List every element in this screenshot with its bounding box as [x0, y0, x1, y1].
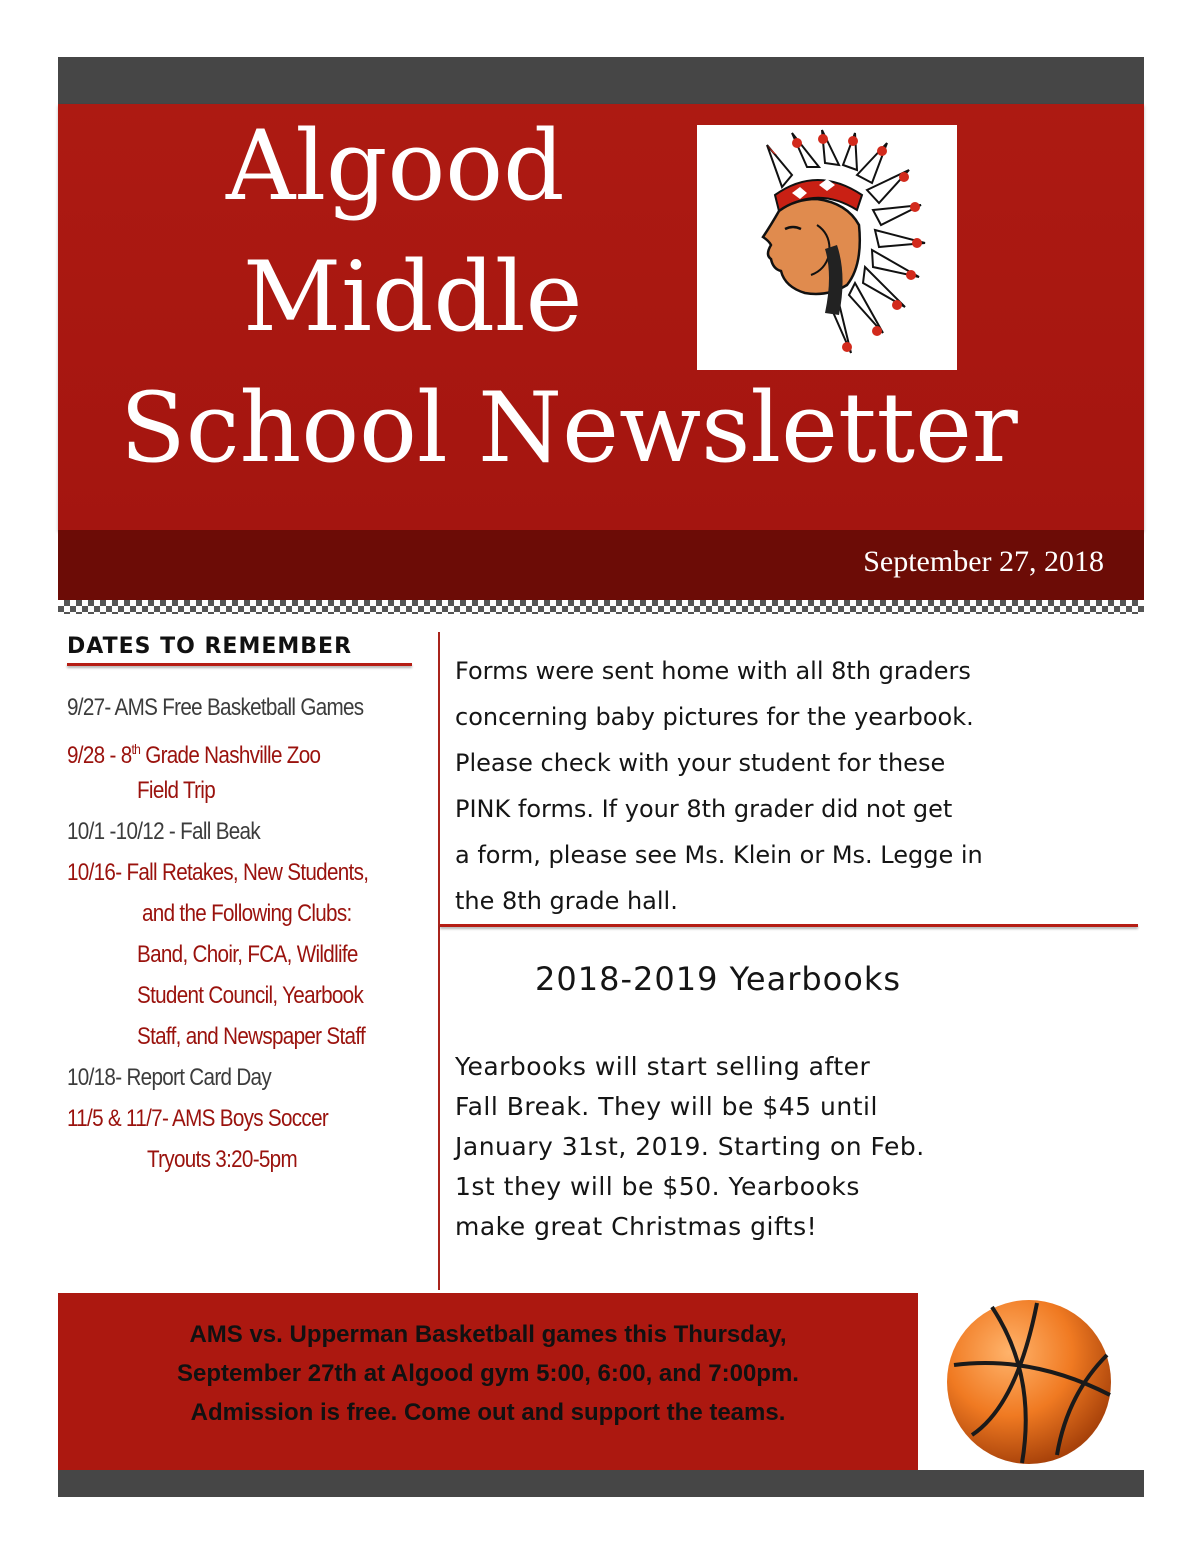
basketball-announcement: [70, 1315, 906, 1432]
forms-notice-line: Forms were sent home with all 8th graders: [455, 657, 971, 685]
issue-date: September 27, 2018: [863, 545, 1104, 578]
dates-heading-underline: [67, 663, 412, 666]
date-item: Band, Choir, FCA, Wildlife: [137, 941, 358, 968]
newsletter-title-line2: Middle: [243, 241, 583, 353]
yearbook-notice-line: 1st they will be $50. Yearbooks: [455, 1172, 860, 1201]
newsletter-title-line1: Algood: [226, 110, 565, 222]
top-bar: [58, 57, 1144, 104]
date-item: 9/27- AMS Free Basketball Games: [67, 694, 364, 721]
yearbook-notice-line: Yearbooks will start selling after: [455, 1052, 871, 1081]
bottom-bar: [58, 1470, 1144, 1497]
date-item: and the Following Clubs:: [142, 900, 352, 927]
forms-notice-line: the 8th grade hall.: [455, 887, 678, 915]
checkered-divider: [58, 600, 1144, 614]
date-item: 11/5 & 11/7- AMS Boys Soccer: [67, 1105, 329, 1132]
newsletter-title-line3: School Newsletter: [120, 372, 1018, 484]
column-divider: [438, 632, 440, 1290]
date-item: 10/18- Report Card Day: [67, 1064, 271, 1091]
date-item: Staff, and Newspaper Staff: [137, 1023, 366, 1050]
forms-notice-line: PINK forms. If your 8th grader did not get: [455, 795, 953, 823]
forms-notice-line: Please check with your student for these: [455, 749, 946, 777]
forms-notice-line: a form, please see Ms. Klein or Ms. Legge in: [455, 841, 983, 869]
yearbook-heading: 2018-2019 Yearbooks: [535, 960, 902, 998]
announcement-line: September 27th at Algood gym 5:00, 6:00, and 7:00pm.: [177, 1360, 799, 1387]
dates-heading: DATES TO REMEMBER: [67, 634, 353, 659]
forms-notice: [455, 648, 1135, 924]
date-item: Student Council, Yearbook: [137, 982, 364, 1009]
section-divider: [440, 924, 1138, 927]
yearbook-notice-line: Fall Break. They will be $45 until: [455, 1092, 878, 1121]
basketball-icon: [942, 1295, 1117, 1475]
yearbook-notice-line: January 31st, 2019. Starting on Feb.: [455, 1132, 925, 1161]
announcement-line: Admission is free. Come out and support the teams.: [190, 1399, 786, 1426]
date-item: 9/28 - 8th Grade Nashville Zoo: [67, 741, 321, 769]
yearbook-notice-line: make great Christmas gifts!: [455, 1212, 818, 1241]
date-item: 10/1 -10/12 - Fall Beak: [67, 818, 260, 845]
school-logo: [697, 125, 957, 370]
indian-chief-headdress-icon: [697, 125, 957, 370]
yearbook-notice: [455, 1047, 925, 1247]
date-item: Field Trip: [137, 777, 216, 804]
forms-notice-line: concerning baby pictures for the yearbook.: [455, 703, 974, 731]
date-item: 10/16- Fall Retakes, New Students,: [67, 859, 369, 886]
announcement-line: AMS vs. Upperman Basketball games this Thursday,: [189, 1321, 787, 1348]
date-item: Tryouts 3:20-5pm: [147, 1146, 297, 1173]
